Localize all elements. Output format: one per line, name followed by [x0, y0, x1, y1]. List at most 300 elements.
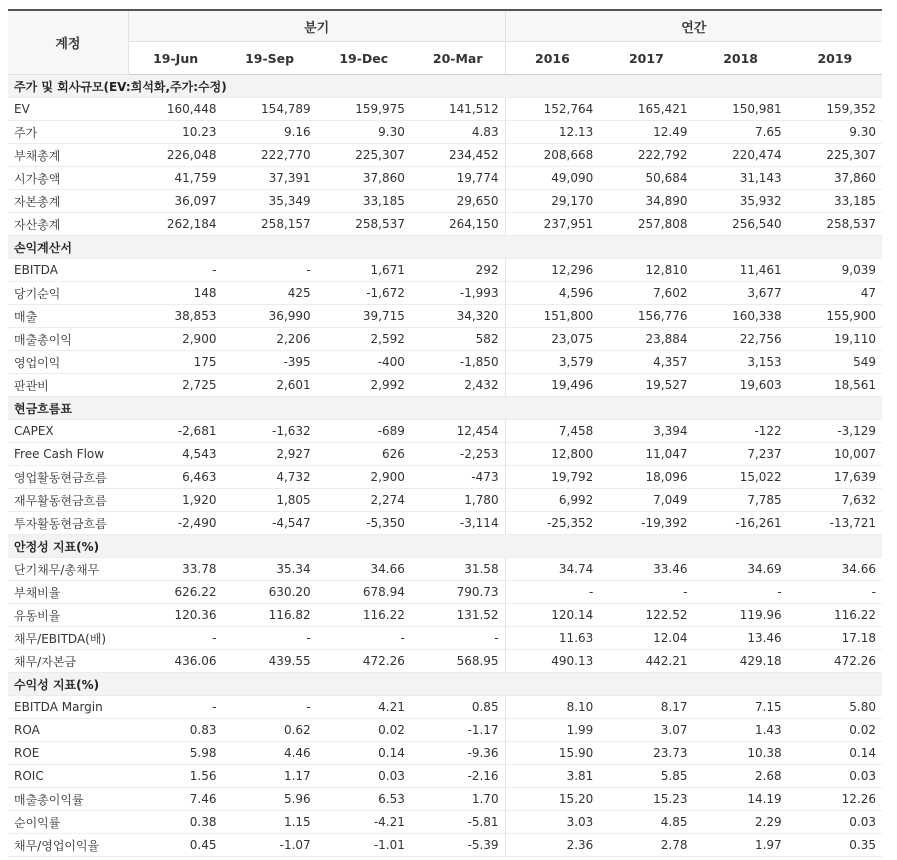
quarter-value-cell: 0.83: [128, 719, 222, 742]
quarter-value-cell: 35,349: [222, 190, 316, 213]
quarter-value-cell: 4.21: [317, 696, 411, 719]
row-label: 투자활동현금흐름: [8, 512, 128, 535]
annual-value-cell: 3.07: [599, 719, 693, 742]
table-row: [8, 328, 882, 351]
quarter-value-cell: -400: [317, 351, 411, 374]
annual-value-cell: -3,129: [788, 420, 882, 443]
row-label: 부채비율: [8, 581, 128, 604]
quarterly-group-header: 분기: [128, 10, 505, 42]
quarter-value-cell: 120.36: [128, 604, 222, 627]
quarter-value-cell: 472.26: [317, 650, 411, 673]
quarter-value-cell: 4,732: [222, 466, 316, 489]
annual-value-cell: 7,237: [693, 443, 787, 466]
quarter-value-cell: 12,454: [411, 420, 505, 443]
annual-value-cell: 549: [788, 351, 882, 374]
table-row: [8, 627, 882, 650]
annual-value-cell: 15.20: [505, 788, 599, 811]
section-header-row: [8, 75, 882, 98]
quarter-value-cell: -2,490: [128, 512, 222, 535]
row-label: 영업이익: [8, 351, 128, 374]
annual-value-cell: 49,090: [505, 167, 599, 190]
annual-value-cell: -: [788, 581, 882, 604]
row-label: 채무/영업이익율: [8, 834, 128, 857]
quarter-value-cell: -: [222, 627, 316, 650]
annual-value-cell: 2.78: [599, 834, 693, 857]
quarter-value-cell: 19,774: [411, 167, 505, 190]
table-row: [8, 98, 882, 121]
quarter-value-cell: 425: [222, 282, 316, 305]
section-header-row: [8, 397, 882, 420]
quarter-value-cell: 626: [317, 443, 411, 466]
annual-value-cell: 156,776: [599, 305, 693, 328]
annual-value-cell: 29,170: [505, 190, 599, 213]
quarter-value-cell: -: [222, 259, 316, 282]
row-label: EV: [8, 98, 128, 121]
annual-value-cell: 8.10: [505, 696, 599, 719]
annual-value-cell: 17.18: [788, 627, 882, 650]
table-row: [8, 581, 882, 604]
quarter-value-cell: -2,253: [411, 443, 505, 466]
annual-value-cell: 0.03: [788, 811, 882, 834]
annual-value-cell: 1.43: [693, 719, 787, 742]
quarter-value-cell: 4.46: [222, 742, 316, 765]
annual-value-cell: 3,579: [505, 351, 599, 374]
annual-value-cell: 19,110: [788, 328, 882, 351]
table-row: [8, 604, 882, 627]
quarter-value-cell: 790.73: [411, 581, 505, 604]
annual-value-cell: -: [505, 581, 599, 604]
quarter-value-cell: 2,274: [317, 489, 411, 512]
quarter-value-cell: 582: [411, 328, 505, 351]
quarter-value-cell: 9.16: [222, 121, 316, 144]
annual-value-cell: -25,352: [505, 512, 599, 535]
annual-value-cell: 5.80: [788, 696, 882, 719]
annual-value-cell: -: [599, 581, 693, 604]
quarter-value-cell: 0.38: [128, 811, 222, 834]
annual-value-cell: 19,496: [505, 374, 599, 397]
quarter-value-cell: 2,432: [411, 374, 505, 397]
row-label: 매출총이익률: [8, 788, 128, 811]
quarter-value-cell: 1.15: [222, 811, 316, 834]
quarter-value-cell: 2,900: [128, 328, 222, 351]
annual-value-cell: 19,603: [693, 374, 787, 397]
annual-value-cell: 159,352: [788, 98, 882, 121]
table-row: [8, 558, 882, 581]
table-row: [8, 443, 882, 466]
quarter-value-cell: 0.14: [317, 742, 411, 765]
annual-value-cell: 31,143: [693, 167, 787, 190]
annual-value-cell: 258,537: [788, 213, 882, 236]
quarter-value-cell: 116.82: [222, 604, 316, 627]
annual-value-cell: 15,022: [693, 466, 787, 489]
row-label: ROIC: [8, 765, 128, 788]
annual-value-cell: -16,261: [693, 512, 787, 535]
quarter-value-cell: 0.62: [222, 719, 316, 742]
section-header-row: [8, 236, 882, 259]
section-title: 안정성 지표(%): [8, 535, 882, 558]
annual-value-cell: 23,075: [505, 328, 599, 351]
annual-value-cell: 33.46: [599, 558, 693, 581]
annual-value-cell: 442.21: [599, 650, 693, 673]
row-label: 자본총계: [8, 190, 128, 213]
table-row: [8, 742, 882, 765]
quarter-value-cell: 2,725: [128, 374, 222, 397]
quarter-value-cell: 225,307: [317, 144, 411, 167]
quarter-value-cell: -: [128, 696, 222, 719]
section-header-row: [8, 673, 882, 696]
annual-value-cell: 0.03: [788, 765, 882, 788]
annual-value-cell: 19,792: [505, 466, 599, 489]
table-row: [8, 374, 882, 397]
annual-value-cell: 490.13: [505, 650, 599, 673]
quarter-value-cell: 258,537: [317, 213, 411, 236]
quarter-value-cell: 1,920: [128, 489, 222, 512]
quarter-value-cell: 2,601: [222, 374, 316, 397]
quarter-value-cell: -1,850: [411, 351, 505, 374]
row-label: EBITDA Margin: [8, 696, 128, 719]
annual-value-cell: 35,932: [693, 190, 787, 213]
table-row: [8, 788, 882, 811]
annual-value-cell: 7,458: [505, 420, 599, 443]
quarter-value-cell: 264,150: [411, 213, 505, 236]
quarter-value-cell: -: [317, 627, 411, 650]
quarter-value-cell: -: [411, 627, 505, 650]
annual-value-cell: 0.02: [788, 719, 882, 742]
year-header: 2016: [505, 42, 599, 75]
quarter-value-cell: 34.66: [317, 558, 411, 581]
table-row: [8, 305, 882, 328]
annual-value-cell: 33,185: [788, 190, 882, 213]
table-row: [8, 259, 882, 282]
quarter-value-cell: 131.52: [411, 604, 505, 627]
table-row: [8, 167, 882, 190]
quarter-value-cell: 2,900: [317, 466, 411, 489]
table-row: [8, 489, 882, 512]
quarter-value-cell: 148: [128, 282, 222, 305]
quarter-value-cell: -: [128, 627, 222, 650]
quarter-value-cell: 436.06: [128, 650, 222, 673]
annual-value-cell: 3,677: [693, 282, 787, 305]
annual-value-cell: 2.36: [505, 834, 599, 857]
row-label: 단기채무/총채무: [8, 558, 128, 581]
annual-value-cell: 220,474: [693, 144, 787, 167]
quarter-value-cell: 258,157: [222, 213, 316, 236]
annual-value-cell: 7.65: [693, 121, 787, 144]
year-header: 2018: [693, 42, 787, 75]
annual-value-cell: 12,810: [599, 259, 693, 282]
quarter-value-cell: 160,448: [128, 98, 222, 121]
quarter-header: 19-Sep: [222, 42, 316, 75]
annual-value-cell: 151,800: [505, 305, 599, 328]
annual-value-cell: 116.22: [788, 604, 882, 627]
quarter-value-cell: 1.17: [222, 765, 316, 788]
table-row: [8, 719, 882, 742]
quarter-value-cell: 568.95: [411, 650, 505, 673]
row-label: 매출: [8, 305, 128, 328]
table-row: [8, 213, 882, 236]
annual-value-cell: 152,764: [505, 98, 599, 121]
row-label: 매출총이익: [8, 328, 128, 351]
row-label: 영업활동현금흐름: [8, 466, 128, 489]
annual-value-cell: 3,394: [599, 420, 693, 443]
quarter-value-cell: -1.01: [317, 834, 411, 857]
row-label: 시가총액: [8, 167, 128, 190]
annual-value-cell: 9,039: [788, 259, 882, 282]
annual-value-cell: 225,307: [788, 144, 882, 167]
annual-value-cell: 10.38: [693, 742, 787, 765]
table-row: [8, 420, 882, 443]
annual-value-cell: 4,596: [505, 282, 599, 305]
table-header: [8, 10, 882, 75]
quarter-value-cell: 154,789: [222, 98, 316, 121]
row-label: 재무활동현금흐름: [8, 489, 128, 512]
quarter-value-cell: 234,452: [411, 144, 505, 167]
annual-value-cell: 3.03: [505, 811, 599, 834]
quarter-value-cell: 2,927: [222, 443, 316, 466]
table-row: [8, 282, 882, 305]
quarter-header: 20-Mar: [411, 42, 505, 75]
annual-value-cell: 120.14: [505, 604, 599, 627]
quarter-value-cell: 5.96: [222, 788, 316, 811]
annual-value-cell: 1.99: [505, 719, 599, 742]
quarter-value-cell: 0.03: [317, 765, 411, 788]
quarter-value-cell: 1,805: [222, 489, 316, 512]
quarter-value-cell: 10.23: [128, 121, 222, 144]
account-column-header: 계정: [8, 10, 128, 75]
annual-value-cell: 122.52: [599, 604, 693, 627]
quarter-value-cell: -2.16: [411, 765, 505, 788]
annual-value-cell: -13,721: [788, 512, 882, 535]
quarter-value-cell: -1,993: [411, 282, 505, 305]
table-row: [8, 190, 882, 213]
quarter-value-cell: 31.58: [411, 558, 505, 581]
annual-value-cell: 6,992: [505, 489, 599, 512]
row-label: 부채총계: [8, 144, 128, 167]
quarter-value-cell: 38,853: [128, 305, 222, 328]
annual-value-cell: -122: [693, 420, 787, 443]
annual-value-cell: 17,639: [788, 466, 882, 489]
quarter-value-cell: 36,990: [222, 305, 316, 328]
table-row: [8, 512, 882, 535]
annual-value-cell: 7,785: [693, 489, 787, 512]
annual-value-cell: 34.66: [788, 558, 882, 581]
quarter-value-cell: 116.22: [317, 604, 411, 627]
quarter-value-cell: 5.98: [128, 742, 222, 765]
quarter-value-cell: 439.55: [222, 650, 316, 673]
quarter-value-cell: 37,860: [317, 167, 411, 190]
annual-value-cell: 5.85: [599, 765, 693, 788]
annual-value-cell: 0.14: [788, 742, 882, 765]
row-label: 채무/EBITDA(배): [8, 627, 128, 650]
quarter-value-cell: 630.20: [222, 581, 316, 604]
section-title: 수익성 지표(%): [8, 673, 882, 696]
annual-value-cell: 237,951: [505, 213, 599, 236]
annual-value-cell: 23.73: [599, 742, 693, 765]
quarter-value-cell: 292: [411, 259, 505, 282]
quarter-value-cell: 159,975: [317, 98, 411, 121]
row-label: ROE: [8, 742, 128, 765]
quarter-value-cell: -1,632: [222, 420, 316, 443]
quarter-value-cell: 1,780: [411, 489, 505, 512]
section-title: 손익계산서: [8, 236, 882, 259]
section-header-row: [8, 535, 882, 558]
year-header: 2017: [599, 42, 693, 75]
row-label: CAPEX: [8, 420, 128, 443]
annual-value-cell: 12.04: [599, 627, 693, 650]
annual-value-cell: 47: [788, 282, 882, 305]
annual-value-cell: 208,668: [505, 144, 599, 167]
quarter-value-cell: 35.34: [222, 558, 316, 581]
quarter-value-cell: 33,185: [317, 190, 411, 213]
section-title: 현금흐름표: [8, 397, 882, 420]
quarter-value-cell: 1.56: [128, 765, 222, 788]
table-row: [8, 121, 882, 144]
quarter-value-cell: 175: [128, 351, 222, 374]
quarter-value-cell: 6,463: [128, 466, 222, 489]
annual-group-header: 연간: [505, 10, 882, 42]
quarter-value-cell: -9.36: [411, 742, 505, 765]
annual-value-cell: 13.46: [693, 627, 787, 650]
table-row: [8, 811, 882, 834]
quarter-value-cell: 29,650: [411, 190, 505, 213]
annual-value-cell: 18,096: [599, 466, 693, 489]
quarter-value-cell: 1.70: [411, 788, 505, 811]
quarter-value-cell: 9.30: [317, 121, 411, 144]
annual-value-cell: 12.13: [505, 121, 599, 144]
annual-value-cell: 11,047: [599, 443, 693, 466]
quarter-value-cell: -4,547: [222, 512, 316, 535]
annual-value-cell: 15.23: [599, 788, 693, 811]
quarter-value-cell: 0.02: [317, 719, 411, 742]
annual-value-cell: 10,007: [788, 443, 882, 466]
annual-value-cell: 256,540: [693, 213, 787, 236]
annual-value-cell: 165,421: [599, 98, 693, 121]
quarter-value-cell: -1.17: [411, 719, 505, 742]
annual-value-cell: 222,792: [599, 144, 693, 167]
annual-value-cell: 34.69: [693, 558, 787, 581]
quarter-value-cell: 2,592: [317, 328, 411, 351]
quarter-value-cell: -4.21: [317, 811, 411, 834]
table-row: [8, 351, 882, 374]
quarter-value-cell: 4,543: [128, 443, 222, 466]
table-row: [8, 696, 882, 719]
annual-value-cell: 15.90: [505, 742, 599, 765]
annual-value-cell: 34,890: [599, 190, 693, 213]
quarter-value-cell: -3,114: [411, 512, 505, 535]
quarter-value-cell: -: [222, 696, 316, 719]
annual-value-cell: 9.30: [788, 121, 882, 144]
section-title: 주가 및 회사규모(EV:희석화,주가:수정): [8, 75, 882, 98]
year-header: 2019: [788, 42, 882, 75]
quarter-value-cell: -5.39: [411, 834, 505, 857]
annual-value-cell: 12.26: [788, 788, 882, 811]
quarter-header: 19-Jun: [128, 42, 222, 75]
quarter-value-cell: -395: [222, 351, 316, 374]
quarter-value-cell: 39,715: [317, 305, 411, 328]
annual-value-cell: 155,900: [788, 305, 882, 328]
annual-value-cell: 1.97: [693, 834, 787, 857]
annual-value-cell: 4.85: [599, 811, 693, 834]
annual-value-cell: 11,461: [693, 259, 787, 282]
quarter-value-cell: -473: [411, 466, 505, 489]
quarter-value-cell: 6.53: [317, 788, 411, 811]
quarter-value-cell: 1,671: [317, 259, 411, 282]
row-label: Free Cash Flow: [8, 443, 128, 466]
quarter-value-cell: -: [128, 259, 222, 282]
quarter-value-cell: -5,350: [317, 512, 411, 535]
quarter-value-cell: 4.83: [411, 121, 505, 144]
annual-value-cell: 8.17: [599, 696, 693, 719]
annual-value-cell: 160,338: [693, 305, 787, 328]
annual-value-cell: 14.19: [693, 788, 787, 811]
annual-value-cell: 7,602: [599, 282, 693, 305]
annual-value-cell: 2.68: [693, 765, 787, 788]
row-label: 주가: [8, 121, 128, 144]
quarter-value-cell: -2,681: [128, 420, 222, 443]
row-label: 순이익률: [8, 811, 128, 834]
quarter-value-cell: 41,759: [128, 167, 222, 190]
quarter-value-cell: 678.94: [317, 581, 411, 604]
quarter-value-cell: 2,992: [317, 374, 411, 397]
quarter-value-cell: 626.22: [128, 581, 222, 604]
row-label: 판관비: [8, 374, 128, 397]
quarter-value-cell: 0.85: [411, 696, 505, 719]
annual-value-cell: 12.49: [599, 121, 693, 144]
row-label: ROA: [8, 719, 128, 742]
quarter-value-cell: 37,391: [222, 167, 316, 190]
annual-value-cell: 3,153: [693, 351, 787, 374]
annual-value-cell: 18,561: [788, 374, 882, 397]
annual-value-cell: 12,800: [505, 443, 599, 466]
annual-value-cell: 119.96: [693, 604, 787, 627]
quarter-value-cell: 2,206: [222, 328, 316, 351]
annual-value-cell: 50,684: [599, 167, 693, 190]
annual-value-cell: 12,296: [505, 259, 599, 282]
annual-value-cell: 23,884: [599, 328, 693, 351]
annual-value-cell: 7.15: [693, 696, 787, 719]
row-label: 유동비율: [8, 604, 128, 627]
quarter-value-cell: -1,672: [317, 282, 411, 305]
quarter-value-cell: -1.07: [222, 834, 316, 857]
quarter-value-cell: 34,320: [411, 305, 505, 328]
annual-value-cell: 257,808: [599, 213, 693, 236]
annual-value-cell: 4,357: [599, 351, 693, 374]
table-body: [8, 75, 882, 857]
quarter-header: 19-Dec: [317, 42, 411, 75]
quarter-value-cell: 226,048: [128, 144, 222, 167]
quarter-value-cell: 0.45: [128, 834, 222, 857]
financial-table: [8, 9, 882, 857]
quarter-value-cell: 222,770: [222, 144, 316, 167]
annual-value-cell: 429.18: [693, 650, 787, 673]
annual-value-cell: 34.74: [505, 558, 599, 581]
table-row: [8, 650, 882, 673]
annual-value-cell: 19,527: [599, 374, 693, 397]
quarter-value-cell: -689: [317, 420, 411, 443]
quarter-value-cell: 262,184: [128, 213, 222, 236]
table-row: [8, 144, 882, 167]
annual-value-cell: -: [693, 581, 787, 604]
row-label: 당기순익: [8, 282, 128, 305]
annual-value-cell: 37,860: [788, 167, 882, 190]
table-row: [8, 834, 882, 857]
row-label: 채무/자본금: [8, 650, 128, 673]
annual-value-cell: 472.26: [788, 650, 882, 673]
annual-value-cell: -19,392: [599, 512, 693, 535]
row-label: 자산총계: [8, 213, 128, 236]
quarter-value-cell: 7.46: [128, 788, 222, 811]
annual-value-cell: 11.63: [505, 627, 599, 650]
